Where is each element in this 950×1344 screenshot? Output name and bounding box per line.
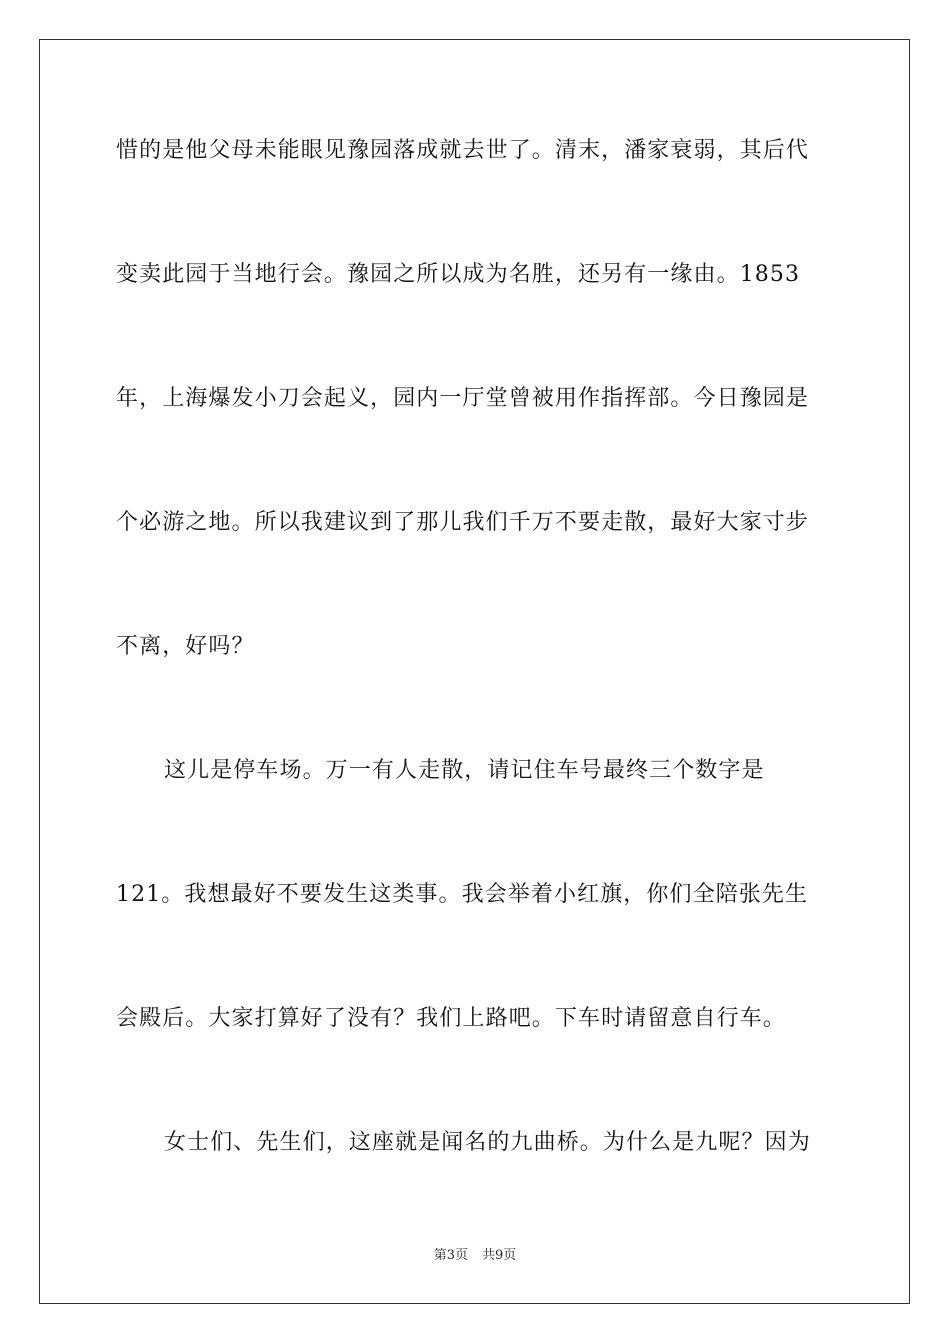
total-pages-label: 共9页 xyxy=(482,1248,517,1263)
body-line-8: 会殿后。大家打算好了没有？我们上路吧。下车时请留意自行车。 xyxy=(116,1006,786,1031)
body-line-1: 惜的是他父母未能眼见豫园落成就去世了。清末，潘家衰弱，其后代 xyxy=(116,138,810,163)
current-page-label: 第3页 xyxy=(433,1248,468,1263)
body-line-9: 女士们、先生们，这座就是闻名的九曲桥。为什么是九呢？因为 xyxy=(164,1130,811,1155)
body-line-6: 这儿是停车场。万一有人走散，请记住车号最终三个数字是 xyxy=(164,758,765,783)
page-border xyxy=(39,39,910,1304)
body-line-4: 个必游之地。所以我建议到了那儿我们千万不要走散，最好大家寸步 xyxy=(116,510,810,535)
body-line-5: 不离，好吗？ xyxy=(116,634,255,659)
body-line-2: 变卖此园于当地行会。豫园之所以成为名胜，还另有一缘由。1853 xyxy=(116,262,801,287)
page-footer xyxy=(0,1248,950,1264)
body-line-7: 121。我想最好不要发生这类事。我会举着小红旗，你们全陪张先生 xyxy=(116,882,809,907)
body-line-3: 年，上海爆发小刀会起义，园内一厅堂曾被用作指挥部。今日豫园是 xyxy=(116,386,810,411)
